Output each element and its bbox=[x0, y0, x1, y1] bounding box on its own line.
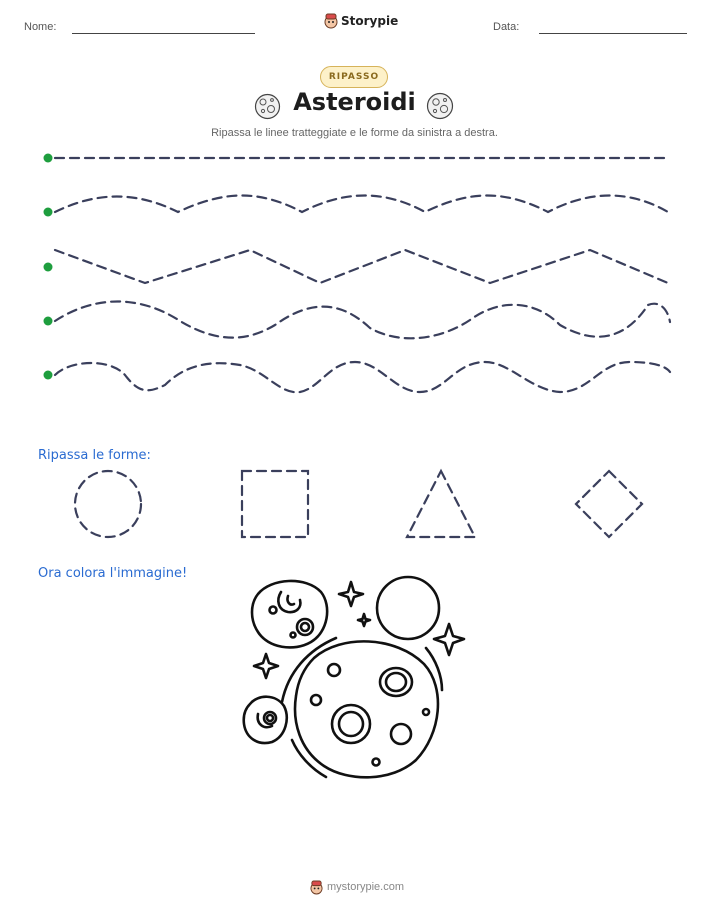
trace-triangle[interactable] bbox=[407, 471, 475, 537]
sparkle-icon bbox=[434, 624, 464, 655]
trace-line-gentle-wave[interactable] bbox=[44, 196, 669, 217]
tracing-lines bbox=[0, 140, 709, 400]
trace-square[interactable] bbox=[242, 471, 308, 537]
date-label: Data: bbox=[493, 21, 520, 33]
start-dot bbox=[44, 317, 53, 326]
footer-url[interactable]: mystorypie.com bbox=[327, 881, 405, 893]
trace-line-bumpy[interactable] bbox=[44, 362, 671, 392]
start-dot bbox=[44, 263, 53, 272]
coloring-picture[interactable] bbox=[236, 572, 476, 787]
asteroid-small-bottom bbox=[244, 697, 287, 743]
date-line[interactable] bbox=[539, 33, 687, 34]
start-dot bbox=[44, 208, 53, 217]
storypie-logo-icon bbox=[324, 13, 338, 29]
sparkle-icon bbox=[358, 614, 370, 626]
instructions: Ripassa le linee tratteggiate e le forme da sinistra a destra. bbox=[211, 127, 498, 139]
page-title: Asteroidi bbox=[293, 88, 416, 116]
trace-line-straight[interactable] bbox=[44, 154, 669, 163]
name-line[interactable] bbox=[72, 33, 255, 34]
trace-circle[interactable] bbox=[75, 471, 141, 537]
shapes-heading: Ripassa le forme: bbox=[38, 448, 151, 463]
asteroid-icon bbox=[426, 92, 454, 120]
start-dot bbox=[44, 371, 53, 380]
coloring-heading: Ora colora l'immagine! bbox=[38, 566, 188, 581]
sparkle-icon bbox=[254, 654, 278, 678]
name-label: Nome: bbox=[24, 21, 57, 33]
brand-logo bbox=[324, 13, 398, 29]
brand-name: Storypie bbox=[341, 14, 399, 28]
review-badge: RIPASSO bbox=[320, 66, 388, 88]
asteroid-icon bbox=[254, 93, 281, 120]
storypie-logo-icon bbox=[310, 880, 323, 895]
trace-diamond[interactable] bbox=[576, 471, 642, 537]
start-dot bbox=[44, 154, 53, 163]
trace-line-wave[interactable] bbox=[44, 302, 671, 339]
asteroid-large bbox=[295, 641, 438, 777]
tracing-shapes bbox=[0, 460, 709, 550]
trace-line-zigzag[interactable] bbox=[44, 250, 669, 283]
moon-circle bbox=[377, 577, 439, 639]
sparkle-icon bbox=[339, 582, 363, 606]
asteroid-small-top bbox=[252, 581, 327, 647]
